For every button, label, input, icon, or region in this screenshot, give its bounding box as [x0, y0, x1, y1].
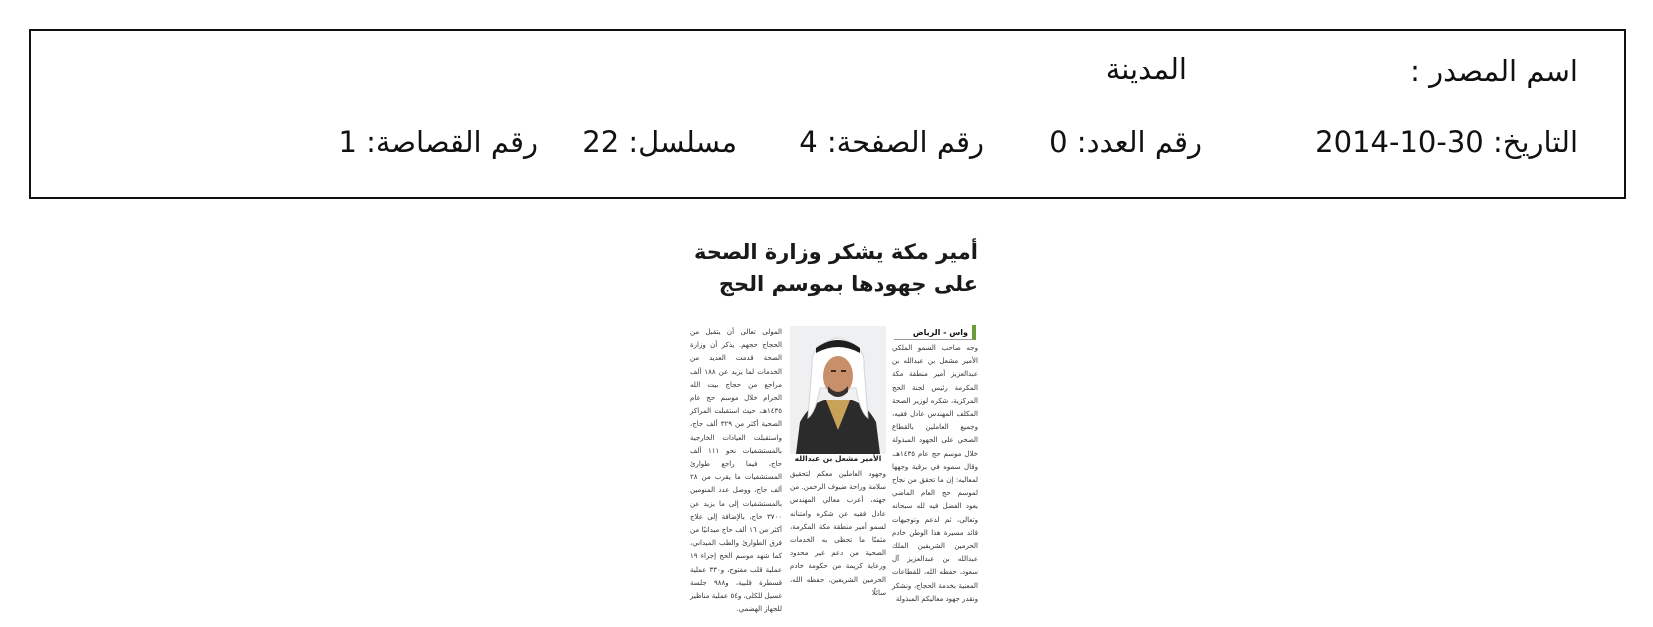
article-headline-line2: على جهودها بموسم الحج — [718, 272, 978, 296]
article-headline-line1: أمير مكة يشكر وزارة الصحة — [693, 240, 978, 264]
source-value: المدينة — [1105, 52, 1187, 86]
clipping-number-label: رقم القصاصة: 1 — [338, 125, 538, 159]
article-column-middle: وجهود العاملين معكم لتحقيق سلامة وراحة ضيوف الرحمن. من جهته، أعرب معالي المهندس عادل فقيه عن شكره وامتنانه لسمو أمير منطقة مكة المكرمة، مثمنًا ما تحظى به الخدمات الصحية من دعم غير محدود ورعاية كريمة من حكومة خادم الحرمين الشريفين، حفظه الله، سائلًا — [790, 470, 886, 597]
newspaper-clipping-image — [686, 240, 986, 614]
portrait-figure-icon — [790, 326, 886, 454]
date-label: التاريخ: 30-10-2014 — [1315, 125, 1578, 159]
article-column-left: المولى تعالى أن يتقبل من الحجاج حجهم. يذكر أن وزارة الصحة قدمت العديد من الخدمات لما يزيد عن ١٨٨ ألف مراجع من حجاج بيت الله الحرام خلال موسم حج عام ١٤٣٥هـ، حيث استقبلت المراكز الصحية أكثر من ٣٢٩ ألف حاج، واستقبلت العيادات الخارجية بالمستشفيات نحو ١١١ ألف حاج، فيما راجع طوارئ المستشفيات ما يقرب من ٢٨ ألف حاج، ووصل عدد المنومين بالمستشفيات إلى ما يزيد عن ٣٧٠٠ حاج، بالإضافة إلى علاج أكثر من ١٦ ألف حاج ميدانيًا من فرق الطوارئ والطب الميداني، كما شهد موسم الحج إجراء ١٩ عملية قلب مفتوح، و٣٣٠ عملية قسطرة قلبية، و٩٨٨ جلسة غسيل للكلى، و٥٤ عملية مناظير للجهاز الهضمي. — [690, 328, 782, 614]
photo-caption: الأمير مشعل بن عبدالله — [794, 454, 882, 463]
page-number-label: رقم الصفحة: 4 — [799, 125, 984, 159]
issue-number-label: رقم العدد: 0 — [1049, 125, 1202, 159]
article-column-right: وجه صاحب السمو الملكي الأمير مشعل بن عبدالله بن عبدالعزيز أمير منطقة مكة المكرمة رئيس لجنة الحج المركزية، شكره لوزير الصحة المكلف المهندس عادل فقيه، وجميع العاملين بالقطاع الصحي على الجهود المبذولة خلال موسم حج عام ١٤٣٥هـ، وقال سموه في برقية وجهها لمعاليه: إن ما تحقق من نجاح لموسم حج العام الماضي يعود الفضل فيه لله سبحانه وتعالى، ثم لدعم وتوجيهات قائد مسيرة هذا الوطن خادم الحرمين الشريفين الملك عبدالله بن عبدالعزيز آل سعود، حفظه الله، للقطاعات المعنية بخدمة الحجاج، ونشكر ونقدر جهود معاليكم المبذولة — [892, 344, 978, 603]
serial-label: مسلسل: 22 — [582, 125, 737, 159]
source-label: اسم المصدر : — [1410, 54, 1578, 88]
clipping-header-box — [29, 29, 1626, 199]
article-byline: واس - الرياض — [894, 325, 976, 340]
portrait-photo — [790, 326, 886, 454]
